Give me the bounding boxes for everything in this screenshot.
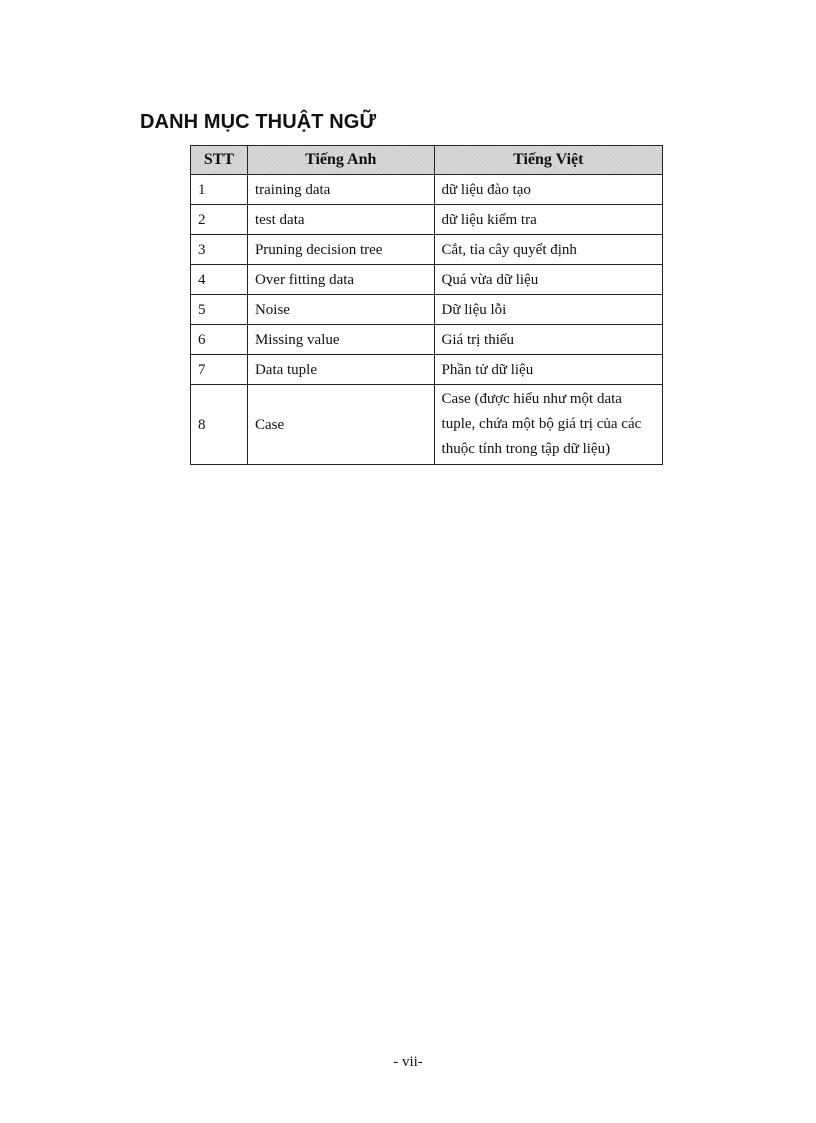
cell-english: Pruning decision tree [247,235,434,265]
page-number: - vii- [393,1054,423,1070]
cell-stt: 4 [191,265,248,295]
cell-english: training data [247,175,434,205]
cell-stt: 6 [191,325,248,355]
cell-english: Data tuple [247,355,434,385]
cell-stt: 7 [191,355,248,385]
cell-english: Over fitting data [247,265,434,295]
table-row [191,235,663,265]
cell-vietnamese: dữ liệu kiểm tra [434,205,662,235]
cell-english: test data [247,205,434,235]
cell-stt: 8 [191,385,248,465]
cell-stt: 5 [191,295,248,325]
table-row [191,385,663,465]
cell-vietnamese: Case (được hiểu như một data tuple, chứa một bộ giá trị của các thuộc tính trong tập dữ liệu) [434,385,662,465]
terminology-table [190,145,663,465]
cell-vietnamese: Giá trị thiếu [434,325,662,355]
cell-stt: 1 [191,175,248,205]
cell-stt: 3 [191,235,248,265]
table-row [191,205,663,235]
table-row [191,295,663,325]
table-row [191,355,663,385]
cell-vietnamese: Quá vừa dữ liệu [434,265,662,295]
cell-stt: 2 [191,205,248,235]
cell-vietnamese: Phần tử dữ liệu [434,355,662,385]
cell-vietnamese: Cắt, tỉa cây quyết định [434,235,662,265]
column-header-vietnamese: Tiếng Việt [434,146,662,175]
cell-english: Missing value [247,325,434,355]
cell-vietnamese: dữ liệu đào tạo [434,175,662,205]
table-row [191,175,663,205]
column-header-stt: STT [191,146,248,175]
table-header-row [191,146,663,175]
column-header-english: Tiếng Anh [247,146,434,175]
cell-english: Case [247,385,434,465]
table-row [191,325,663,355]
page-heading: DANH MỤC THUẬT NGỮ [140,111,377,133]
cell-english: Noise [247,295,434,325]
cell-vietnamese: Dữ liệu lỗi [434,295,662,325]
table-row [191,265,663,295]
